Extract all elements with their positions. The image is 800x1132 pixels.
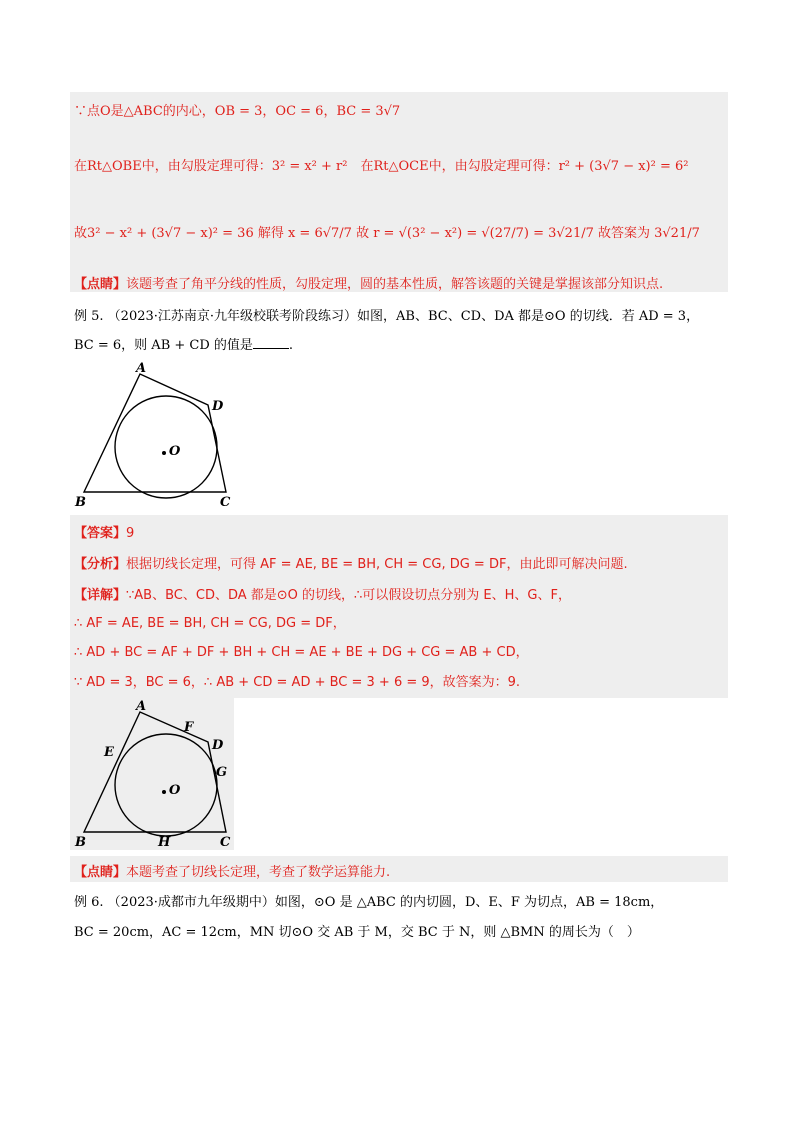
detail-tag: 【详解】: [74, 588, 127, 603]
label-E: E: [104, 745, 114, 760]
center-dot: [162, 451, 166, 455]
label-F: F: [184, 720, 194, 735]
example5-question-text: BC = 6，则 AB + CD 的值是: [74, 338, 253, 353]
example6-question-line1: 例 6. （2023·成都市九年级期中）如图，⊙O 是 △ABC 的内切圆，D、E、F 为切点，AB = 18cm，: [74, 895, 664, 910]
center-dot: [162, 790, 166, 794]
label-B: B: [75, 835, 86, 850]
answer-value: 9: [126, 526, 135, 541]
answer-tag: 【答案】: [74, 526, 127, 541]
detail-line4: ∵ AD = 3，BC = 6，∴ AB + CD = AD + BC = 3 + 6 = 9，故答案为：9.: [74, 675, 521, 690]
label-D: D: [212, 738, 224, 753]
label-D: D: [212, 399, 224, 414]
example6-question-line2: BC = 20cm，AC = 12cm，MN 切⊙O 交 AB 于 M，交 BC 于 N，则 △BMN 的周长为（ ）: [74, 925, 640, 940]
answer-blank: [253, 336, 289, 349]
label-B: B: [75, 495, 86, 510]
label-C: C: [220, 495, 231, 510]
comment-text: 本题考查了切线长定理，考查了数学运算能力.: [126, 865, 391, 880]
prev-solution-line2: 在Rt△OBE中，由勾股定理可得：3² = x² + r² 在Rt△OCE中，由勾股定理可得：r² + (3√7 − x)² = 6²: [74, 159, 689, 174]
comment-tag: 【点睛】: [74, 277, 127, 292]
label-A: A: [136, 361, 147, 376]
analysis-text: 根据切线长定理，可得 AF = AE, BE = BH, CH = CG, DG = DF，由此即可解决问题.: [126, 557, 628, 572]
prev-comment: [74, 273, 663, 292]
question-end: .: [288, 338, 294, 353]
answer-line: [74, 522, 134, 541]
label-H: H: [158, 835, 171, 850]
example5-comment: [74, 861, 390, 880]
comment-text: 该题考查了角平分线的性质，勾股定理，圆的基本性质，解答该题的关键是掌握该部分知识点.: [126, 277, 664, 292]
analysis-line: [74, 553, 628, 572]
detail-line3: ∴ AD + BC = AF + DF + BH + CH = AE + BE + DG + CG = AB + CD，: [74, 645, 529, 660]
label-O: O: [169, 783, 181, 798]
label-A: A: [136, 699, 147, 714]
quadrilateral: [84, 712, 226, 832]
detail-text1: ∵AB、BC、CD、DA 都是⊙O 的切线，∴可以假设切点分别为 E、H、G、F，: [126, 588, 571, 603]
label-C: C: [220, 835, 231, 850]
example5-question-line1: 例 5. （2023·江苏南京·九年级校联考阶段练习）如图，AB、BC、CD、DA 都是⊙O 的切线．若 AD = 3，: [74, 309, 700, 324]
analysis-tag: 【分析】: [74, 557, 127, 572]
prev-solution-block: [70, 92, 728, 292]
label-O: O: [169, 444, 181, 459]
incircle: [115, 396, 217, 498]
detail-line1: [74, 584, 571, 603]
prev-solution-line3: 故3² − x² + (3√7 − x)² = 36 解得 x = 6√7/7 故 r = √(3² − x²) = √(27/7) = 3√21/7 故答案为 3√21/7: [74, 226, 700, 241]
incircle: [115, 734, 217, 836]
figure-1: [70, 360, 240, 510]
figure-2: [70, 698, 240, 850]
comment-tag: 【点睛】: [74, 865, 127, 880]
quadrilateral: [84, 374, 226, 492]
prev-solution-line1: ∵点O是△ABC的内心，OB = 3，OC = 6，BC = 3√7: [74, 104, 401, 119]
label-G: G: [216, 765, 228, 780]
detail-line2: ∴ AF = AE, BE = BH, CH = CG, DG = DF，: [74, 616, 346, 631]
example5-question-line2: [74, 334, 293, 353]
